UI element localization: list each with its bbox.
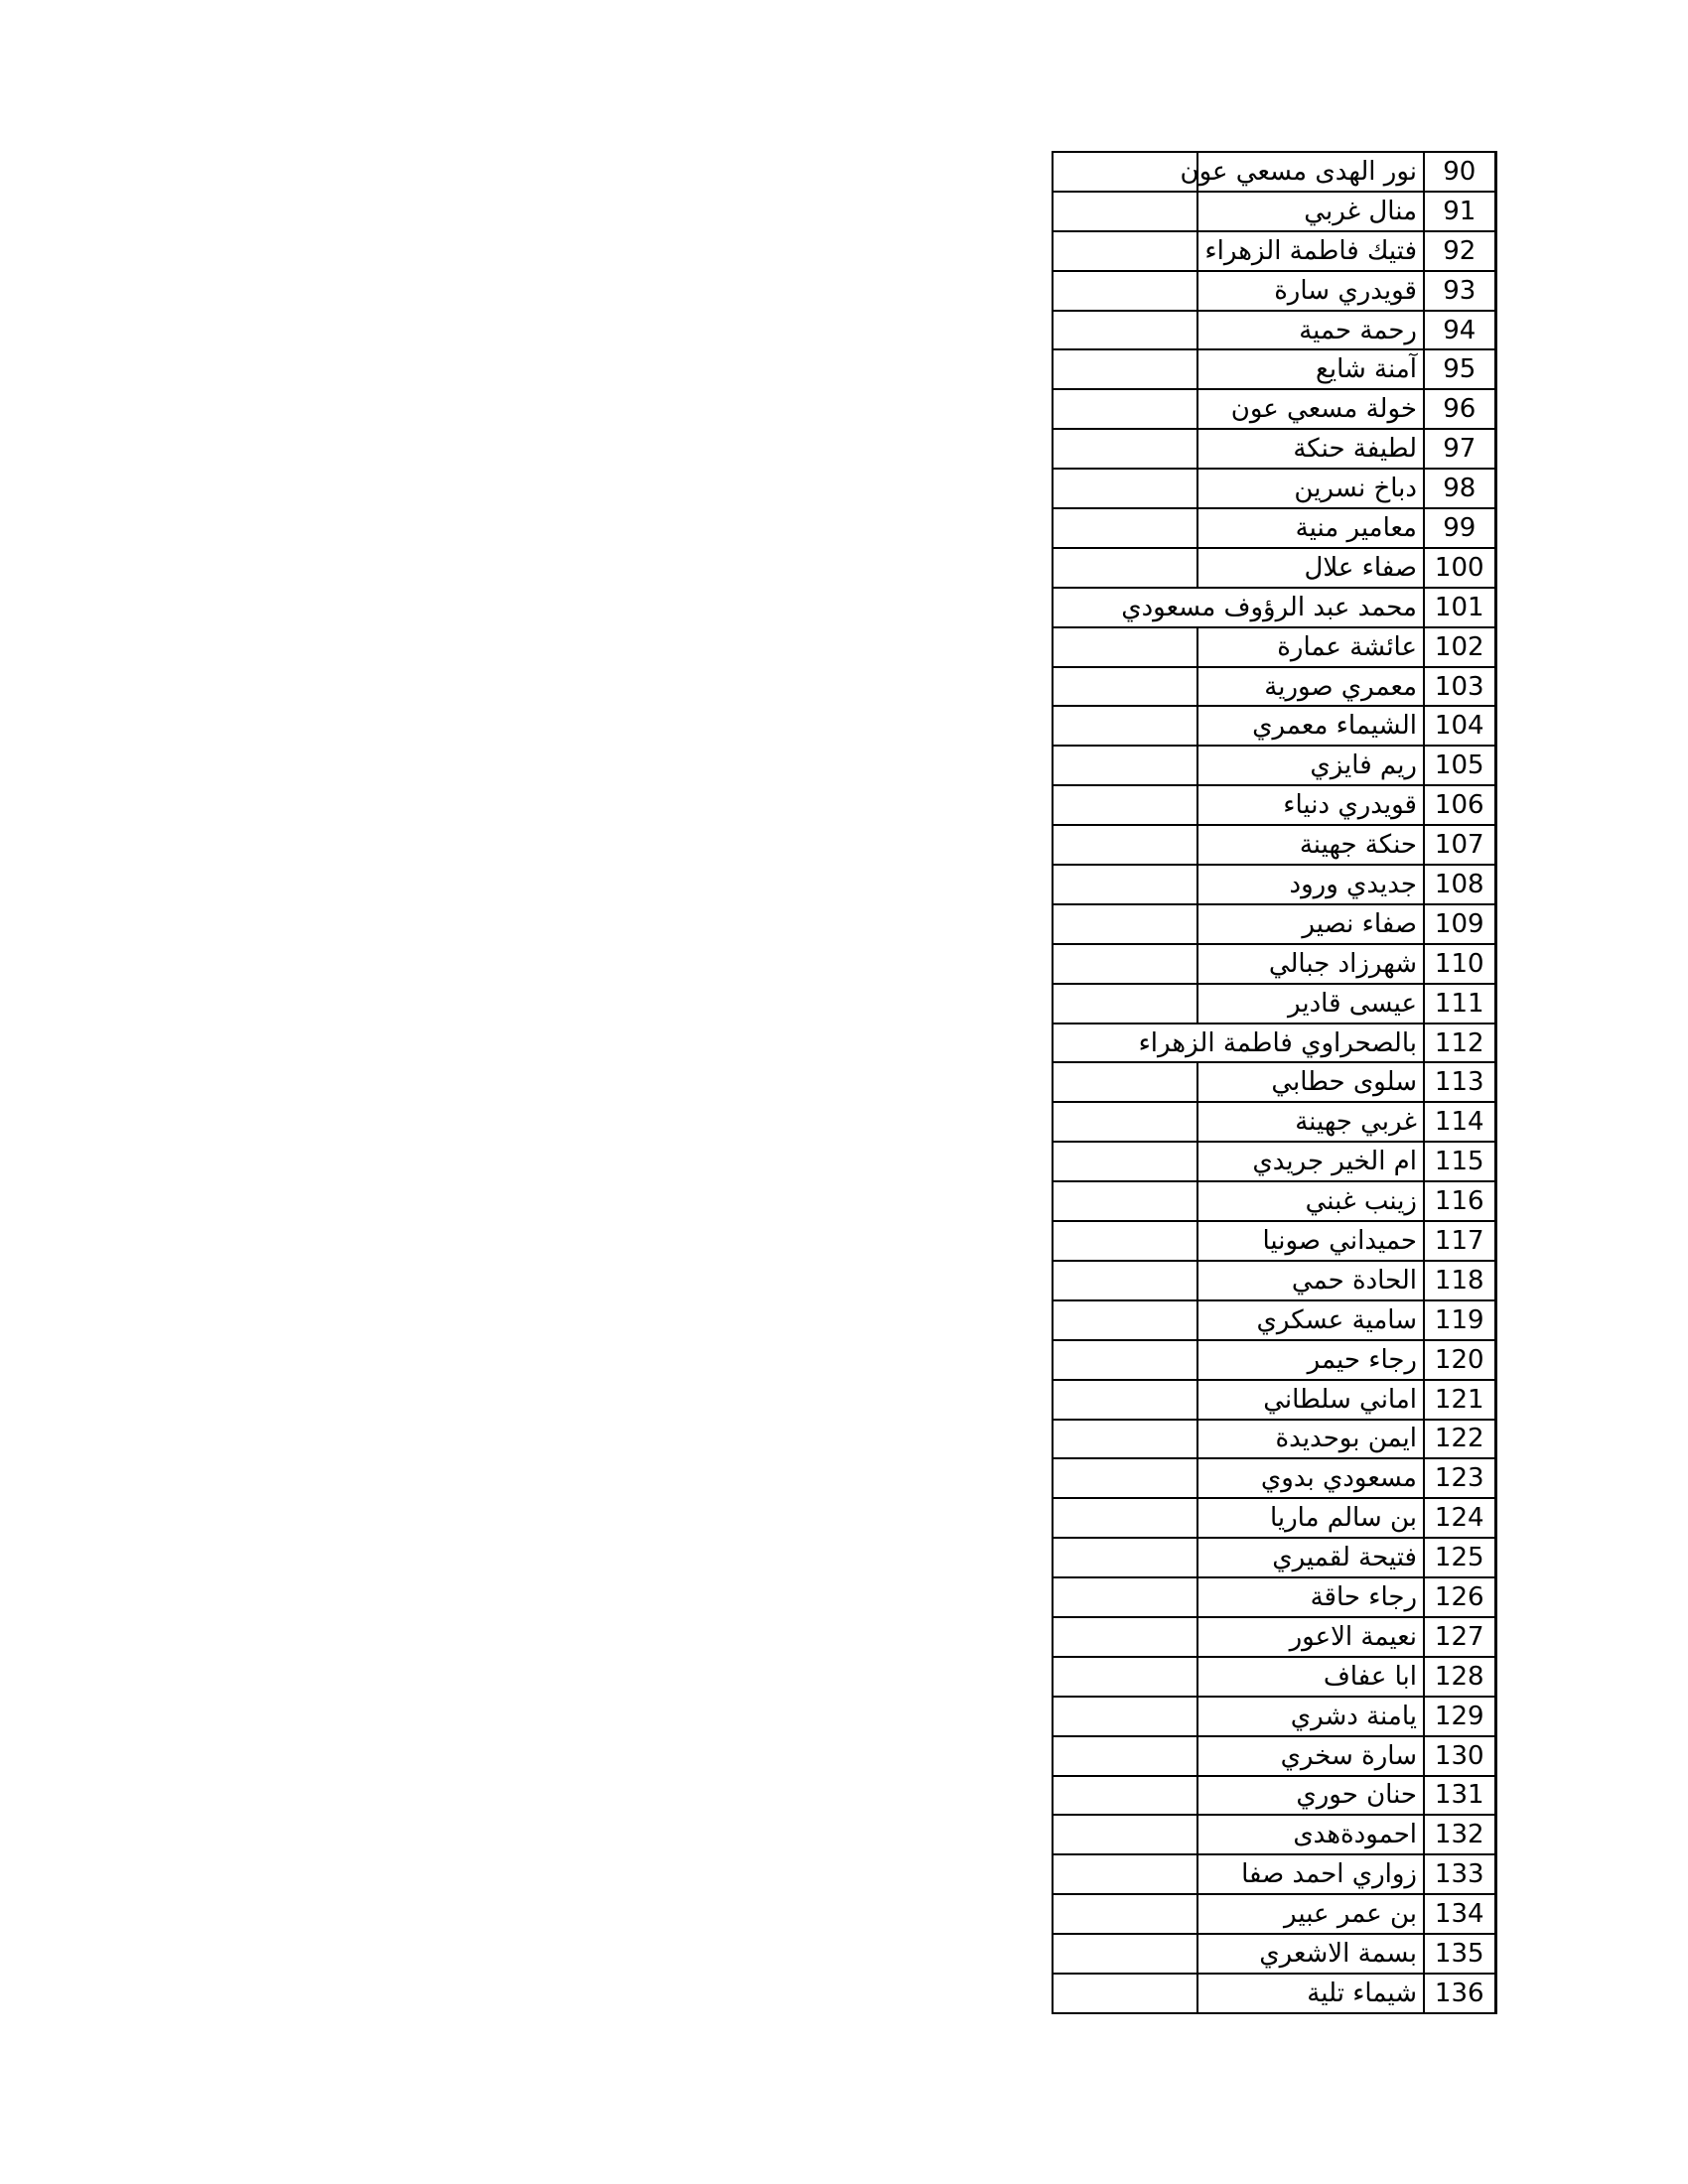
name-cell: بسمة الاشعري — [1197, 1934, 1424, 1974]
row-number-cell: 105 — [1424, 746, 1495, 785]
row-number-cell: 121 — [1424, 1380, 1495, 1420]
row-number-cell: 101 — [1424, 588, 1495, 627]
row-number-cell: 109 — [1424, 904, 1495, 944]
name-cell: فتيك فاطمة الزهراء — [1197, 231, 1424, 271]
table-row — [1053, 1024, 1495, 1063]
empty-cell — [1053, 1894, 1197, 1934]
empty-cell — [1053, 548, 1197, 588]
name-cell: عائشة عمارة — [1197, 627, 1424, 667]
names-table-body — [1053, 152, 1495, 2013]
empty-cell — [1053, 1142, 1197, 1181]
name-cell: نور الهدى مسعي عون — [1197, 152, 1424, 192]
empty-cell — [1053, 627, 1197, 667]
empty-cell — [1053, 1854, 1197, 1894]
table-row — [1053, 192, 1495, 231]
empty-cell — [1053, 1102, 1197, 1142]
name-cell: حنان حوري — [1197, 1776, 1424, 1816]
name-cell: بن سالم ماريا — [1197, 1498, 1424, 1538]
empty-cell — [1053, 746, 1197, 785]
name-cell: زينب غبني — [1197, 1181, 1424, 1221]
row-number-cell: 127 — [1424, 1617, 1495, 1657]
empty-cell — [1053, 785, 1197, 825]
empty-cell — [1053, 1498, 1197, 1538]
row-number-cell: 118 — [1424, 1261, 1495, 1300]
empty-cell — [1053, 1974, 1197, 2013]
empty-cell — [1053, 1697, 1197, 1736]
empty-cell — [1053, 1221, 1197, 1261]
table-row — [1053, 1934, 1495, 1974]
empty-cell — [1053, 389, 1197, 429]
table-row — [1053, 389, 1495, 429]
row-number-cell: 91 — [1424, 192, 1495, 231]
table-row — [1053, 429, 1495, 469]
name-cell: شيماء تلية — [1197, 1974, 1424, 2013]
empty-cell — [1053, 1776, 1197, 1816]
table-row — [1053, 1617, 1495, 1657]
row-number-cell: 107 — [1424, 825, 1495, 865]
table-row — [1053, 1577, 1495, 1617]
name-cell: معامير منية — [1197, 508, 1424, 548]
row-number-cell: 96 — [1424, 389, 1495, 429]
row-number-cell: 94 — [1424, 311, 1495, 350]
empty-cell — [1053, 904, 1197, 944]
name-cell: رجاء حاقة — [1197, 1577, 1424, 1617]
row-number-cell: 136 — [1424, 1974, 1495, 2013]
row-number-cell: 98 — [1424, 469, 1495, 508]
empty-cell — [1053, 1736, 1197, 1776]
row-number-cell: 133 — [1424, 1854, 1495, 1894]
table-row — [1053, 667, 1495, 707]
table-row — [1053, 1697, 1495, 1736]
empty-cell — [1053, 1380, 1197, 1420]
row-number-cell: 95 — [1424, 349, 1495, 389]
empty-cell — [1053, 1934, 1197, 1974]
name-cell: سامية عسكري — [1197, 1300, 1424, 1340]
name-cell: مسعودي بدوي — [1197, 1458, 1424, 1498]
table-row — [1053, 469, 1495, 508]
empty-cell — [1053, 152, 1197, 192]
name-cell: سلوى حطابي — [1197, 1062, 1424, 1102]
empty-cell — [1053, 1538, 1197, 1577]
name-cell: عيسى قادير — [1197, 984, 1424, 1024]
empty-cell — [1053, 429, 1197, 469]
name-cell: حميداني صونيا — [1197, 1221, 1424, 1261]
name-cell: شهرزاد جبالي — [1197, 944, 1424, 984]
row-number-cell: 108 — [1424, 865, 1495, 904]
row-number-cell: 116 — [1424, 1181, 1495, 1221]
row-number-cell: 122 — [1424, 1420, 1495, 1459]
row-number-cell: 131 — [1424, 1776, 1495, 1816]
table-row — [1053, 1102, 1495, 1142]
empty-cell — [1053, 1617, 1197, 1657]
table-row — [1053, 785, 1495, 825]
table-row — [1053, 706, 1495, 746]
table-row — [1053, 548, 1495, 588]
empty-cell — [1053, 706, 1197, 746]
row-number-cell: 126 — [1424, 1577, 1495, 1617]
row-number-cell: 111 — [1424, 984, 1495, 1024]
empty-cell — [1053, 667, 1197, 707]
row-number-cell: 125 — [1424, 1538, 1495, 1577]
table-row — [1053, 349, 1495, 389]
name-cell: قويدري سارة — [1197, 271, 1424, 311]
table-row — [1053, 1221, 1495, 1261]
empty-cell — [1053, 469, 1197, 508]
name-cell: معمري صورية — [1197, 667, 1424, 707]
name-cell: قويدري دنياء — [1197, 785, 1424, 825]
name-cell: ام الخير جريدي — [1197, 1142, 1424, 1181]
row-number-cell: 102 — [1424, 627, 1495, 667]
row-number-cell: 130 — [1424, 1736, 1495, 1776]
row-number-cell: 115 — [1424, 1142, 1495, 1181]
names-table — [1052, 151, 1497, 2014]
row-number-cell: 104 — [1424, 706, 1495, 746]
row-number-cell: 97 — [1424, 429, 1495, 469]
table-row — [1053, 1498, 1495, 1538]
name-cell: بن عمر عبير — [1197, 1894, 1424, 1934]
table-row — [1053, 1062, 1495, 1102]
table-row — [1053, 1894, 1495, 1934]
row-number-cell: 99 — [1424, 508, 1495, 548]
name-cell: نعيمة الاعور — [1197, 1617, 1424, 1657]
name-cell: بالصحراوي فاطمة الزهراء — [1053, 1024, 1424, 1063]
table-row — [1053, 271, 1495, 311]
name-cell: فتيحة لقميري — [1197, 1538, 1424, 1577]
row-number-cell: 119 — [1424, 1300, 1495, 1340]
empty-cell — [1053, 984, 1197, 1024]
table-row — [1053, 1776, 1495, 1816]
table-row — [1053, 1657, 1495, 1697]
name-cell: حنكة جهينة — [1197, 825, 1424, 865]
table-row — [1053, 1815, 1495, 1854]
empty-cell — [1053, 1340, 1197, 1380]
row-number-cell: 90 — [1424, 152, 1495, 192]
name-cell: اماني سلطاني — [1197, 1380, 1424, 1420]
empty-cell — [1053, 1657, 1197, 1697]
empty-cell — [1053, 1261, 1197, 1300]
row-number-cell: 110 — [1424, 944, 1495, 984]
empty-cell — [1053, 1577, 1197, 1617]
row-number-cell: 117 — [1424, 1221, 1495, 1261]
row-number-cell: 123 — [1424, 1458, 1495, 1498]
row-number-cell: 128 — [1424, 1657, 1495, 1697]
table-row — [1053, 1300, 1495, 1340]
empty-cell — [1053, 1062, 1197, 1102]
table-row — [1053, 1538, 1495, 1577]
table-row — [1053, 627, 1495, 667]
table-row — [1053, 588, 1495, 627]
empty-cell — [1053, 1458, 1197, 1498]
empty-cell — [1053, 944, 1197, 984]
name-cell: سارة سخري — [1197, 1736, 1424, 1776]
table-row — [1053, 1736, 1495, 1776]
row-number-cell: 93 — [1424, 271, 1495, 311]
empty-cell — [1053, 865, 1197, 904]
row-number-cell: 134 — [1424, 1894, 1495, 1934]
empty-cell — [1053, 825, 1197, 865]
row-number-cell: 114 — [1424, 1102, 1495, 1142]
table-row — [1053, 1261, 1495, 1300]
name-cell: محمد عبد الرؤوف مسعودي — [1053, 588, 1424, 627]
row-number-cell: 100 — [1424, 548, 1495, 588]
table-row — [1053, 1340, 1495, 1380]
name-cell: غربي جهينة — [1197, 1102, 1424, 1142]
name-cell: خولة مسعي عون — [1197, 389, 1424, 429]
table-row — [1053, 1420, 1495, 1459]
table-row — [1053, 1181, 1495, 1221]
name-cell: صفاء علال — [1197, 548, 1424, 588]
name-cell: آمنة شايع — [1197, 349, 1424, 389]
empty-cell — [1053, 192, 1197, 231]
table-row — [1053, 944, 1495, 984]
name-cell: ايمن بوحديدة — [1197, 1420, 1424, 1459]
row-number-cell: 92 — [1424, 231, 1495, 271]
empty-cell — [1053, 349, 1197, 389]
empty-cell — [1053, 1420, 1197, 1459]
empty-cell — [1053, 508, 1197, 548]
row-number-cell: 120 — [1424, 1340, 1495, 1380]
row-number-cell: 103 — [1424, 667, 1495, 707]
empty-cell — [1053, 1181, 1197, 1221]
name-cell: رحمة حمية — [1197, 311, 1424, 350]
empty-cell — [1053, 231, 1197, 271]
name-cell: ابا عفاف — [1197, 1657, 1424, 1697]
name-cell: صفاء نصير — [1197, 904, 1424, 944]
empty-cell — [1053, 1300, 1197, 1340]
table-row — [1053, 1458, 1495, 1498]
table-row — [1053, 1854, 1495, 1894]
empty-cell — [1053, 311, 1197, 350]
table-row — [1053, 865, 1495, 904]
name-cell: الشيماء معمري — [1197, 706, 1424, 746]
empty-cell — [1053, 1815, 1197, 1854]
table-row — [1053, 508, 1495, 548]
name-cell: ريم فايزي — [1197, 746, 1424, 785]
name-cell: الحادة حمي — [1197, 1261, 1424, 1300]
name-cell: منال غربي — [1197, 192, 1424, 231]
name-cell: جديدي ورود — [1197, 865, 1424, 904]
row-number-cell: 135 — [1424, 1934, 1495, 1974]
name-cell: رجاء حيمر — [1197, 1340, 1424, 1380]
table-row — [1053, 746, 1495, 785]
row-number-cell: 132 — [1424, 1815, 1495, 1854]
name-cell: احمودةهدى — [1197, 1815, 1424, 1854]
row-number-cell: 106 — [1424, 785, 1495, 825]
table-row — [1053, 904, 1495, 944]
name-cell: زواري احمد صفا — [1197, 1854, 1424, 1894]
table-row — [1053, 825, 1495, 865]
empty-cell — [1053, 271, 1197, 311]
row-number-cell: 129 — [1424, 1697, 1495, 1736]
table-row — [1053, 152, 1495, 192]
name-cell: لطيفة حنكة — [1197, 429, 1424, 469]
table-row — [1053, 231, 1495, 271]
row-number-cell: 124 — [1424, 1498, 1495, 1538]
table-row — [1053, 1380, 1495, 1420]
table-row — [1053, 311, 1495, 350]
table-row — [1053, 1974, 1495, 2013]
name-cell: دباخ نسرين — [1197, 469, 1424, 508]
table-row — [1053, 1142, 1495, 1181]
row-number-cell: 112 — [1424, 1024, 1495, 1063]
table-row — [1053, 984, 1495, 1024]
name-cell: يامنة دشري — [1197, 1697, 1424, 1736]
row-number-cell: 113 — [1424, 1062, 1495, 1102]
